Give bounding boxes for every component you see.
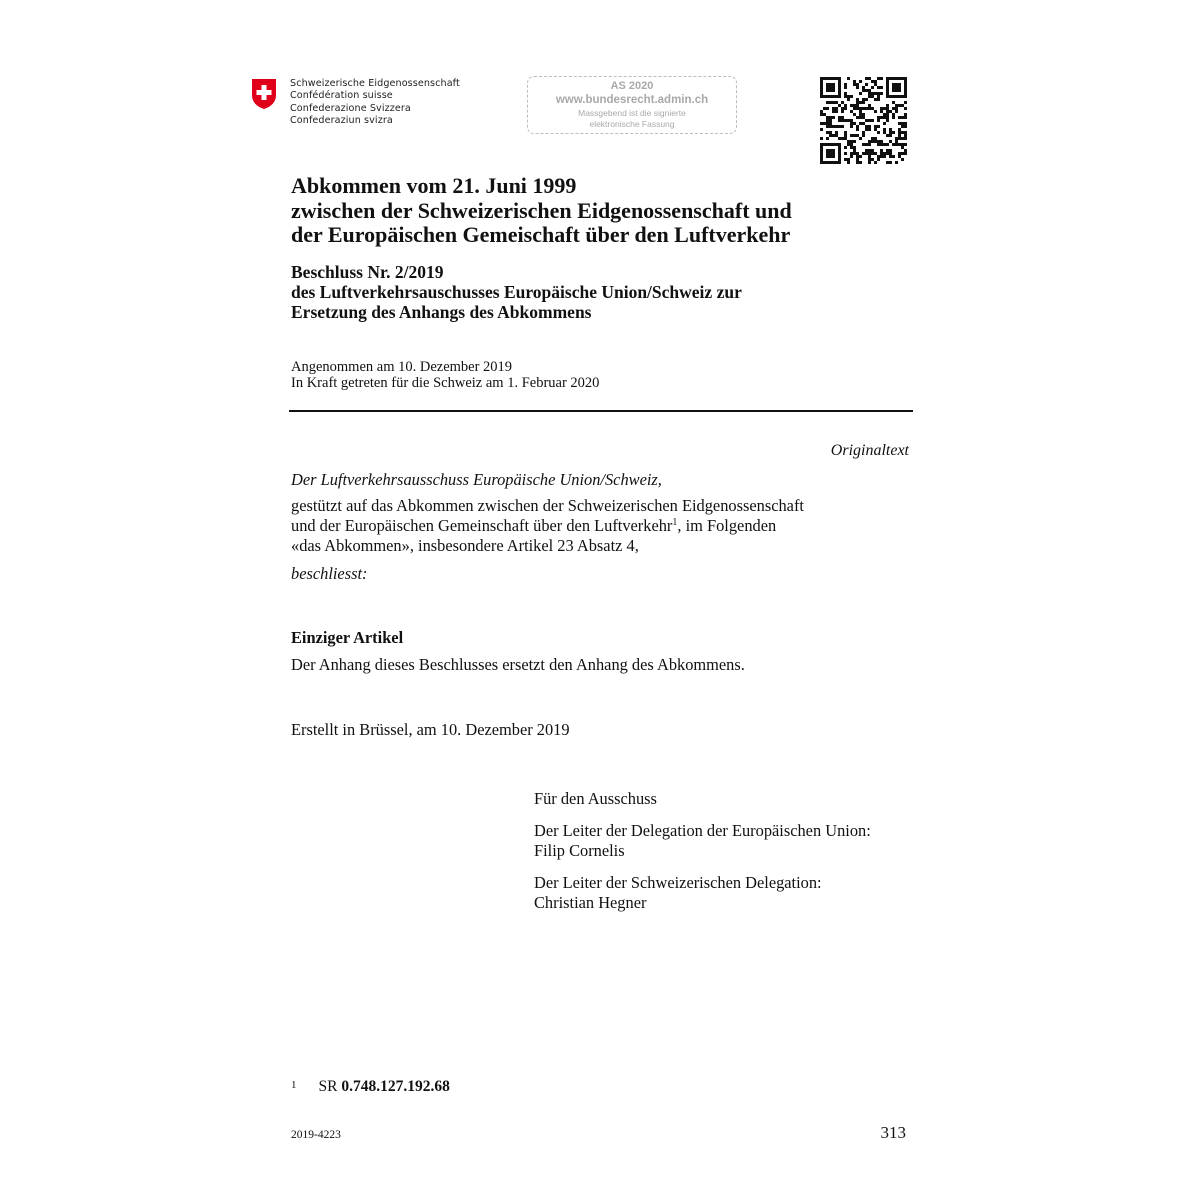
qr-code-icon xyxy=(820,77,907,164)
swiss-coat-of-arms-icon xyxy=(251,78,277,110)
official-publication-stamp xyxy=(527,76,737,134)
title-line-2: zwischen der Schweizerischen Eidgenossenschaft und xyxy=(291,197,792,223)
for-committee-label: Für den Ausschuss xyxy=(534,789,657,808)
title-line-1: Abkommen vom 21. Juni 1999 xyxy=(291,173,577,198)
adopted-date: Angenommen am 10. Dezember 2019 xyxy=(291,359,513,375)
subtitle-line-2: des Luftverkehrsauschusses Europäische Union/Schweiz zur xyxy=(291,282,742,302)
in-force-date: In Kraft getreten für die Schweiz am 1. Februar 2020 xyxy=(291,375,600,391)
stamp-collection: AS 2020 xyxy=(610,80,654,92)
confederation-names xyxy=(290,78,460,127)
preamble-line-3: «das Abkommen», insbesondere Artikel 23 Absatz 4, xyxy=(291,536,639,555)
stamp-url: www.bundesrecht.admin.ch xyxy=(555,94,709,106)
article-text: Der Anhang dieses Beschlusses ersetzt den Anhang des Abkommens. xyxy=(291,655,745,674)
footnote-mark: 1 xyxy=(291,1079,297,1091)
stamp-note-2: elektronische Fassung xyxy=(589,119,675,129)
footnote-prefix: SR xyxy=(318,1078,342,1095)
original-text-label: Originaltext xyxy=(830,442,909,459)
title-line-3: der Europäischen Gemeischaft über den Luftverkehr xyxy=(291,222,791,247)
done-at-line: Erstellt in Brüssel, am 10. Dezember 2019 xyxy=(291,720,570,739)
preamble-line-2-text: und der Europäischen Gemeinschaft über den Luftverkehr xyxy=(291,516,673,535)
ch-signatory xyxy=(534,873,822,913)
confederation-name-de: Schweizerische Eidgenossenschaft xyxy=(290,78,460,89)
ch-signatory-name: Christian Hegner xyxy=(534,893,647,912)
subtitle-line-3: Ersetzung des Anhangs des Abkommens xyxy=(291,302,592,322)
decision-title xyxy=(291,262,931,322)
eu-signatory-name: Filip Cornelis xyxy=(534,841,625,860)
confederation-name-it: Confederazione Svizzera xyxy=(290,102,411,114)
footnote xyxy=(291,1078,450,1096)
ch-signatory-role: Der Leiter der Schweizerischen Delegation: xyxy=(534,873,822,892)
footnote-reference[interactable]: 1 xyxy=(672,517,678,528)
article-heading: Einziger Artikel xyxy=(291,628,404,647)
document-code: 2019-4223 xyxy=(291,1129,341,1141)
subtitle-line-1: Beschluss Nr. 2/2019 xyxy=(291,262,444,282)
confederation-name-rm: Confederaziun svizra xyxy=(290,114,393,126)
confederation-name-fr: Confédération suisse xyxy=(290,90,393,102)
eu-signatory-role: Der Leiter der Delegation der Europäischen Union: xyxy=(534,821,871,840)
dates-block xyxy=(291,359,599,391)
stamp-note-1: Massgebend ist die signierte xyxy=(578,108,686,118)
footnote-sr-number[interactable]: 0.748.127.192.68 xyxy=(341,1078,450,1095)
page-number: 313 xyxy=(880,1123,906,1142)
preamble-line-2-rest: , im Folgenden xyxy=(677,516,777,535)
preamble-heading: Der Luftverkehrsausschuss Europäische Union/Schweiz, xyxy=(291,470,662,489)
title-divider xyxy=(289,410,913,412)
preamble-line-2 xyxy=(291,516,891,536)
preamble-text xyxy=(291,496,891,556)
eu-signatory xyxy=(534,821,871,861)
decides-label: beschliesst: xyxy=(291,564,368,583)
preamble-line-1: gestützt auf das Abkommen zwischen der Schweizerischen Eidgenossenschaft xyxy=(291,496,804,515)
document-title xyxy=(291,174,931,248)
